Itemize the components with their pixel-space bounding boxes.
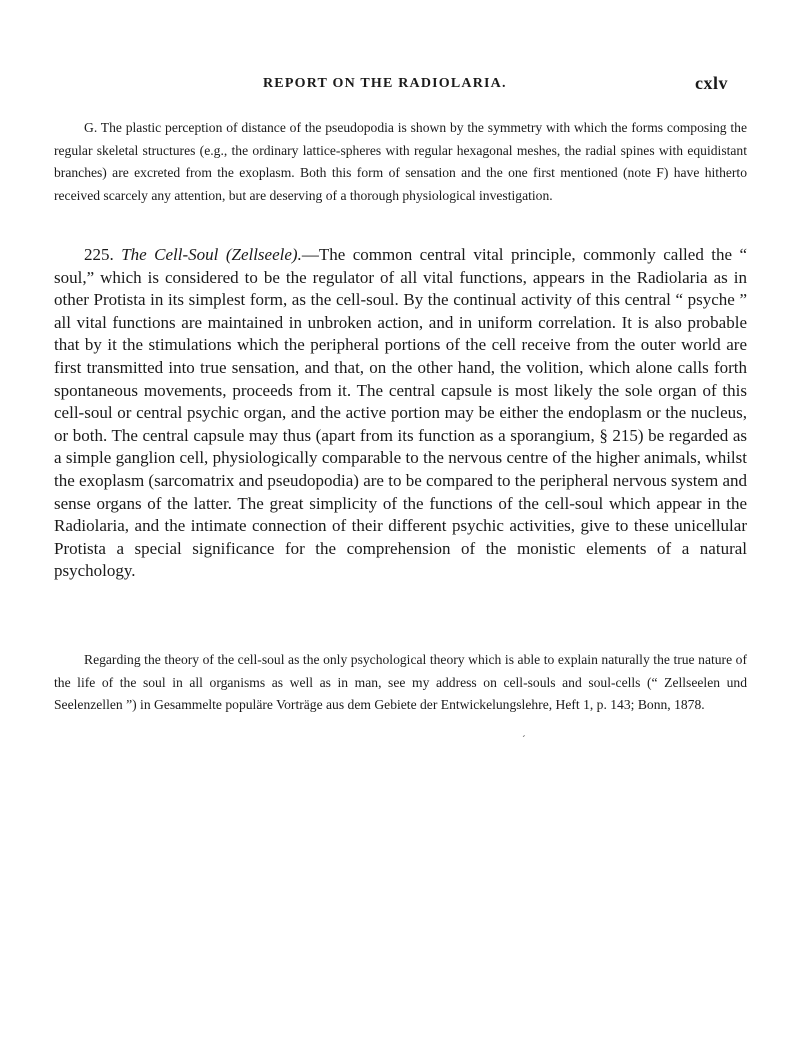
section-title: The Cell-Soul: [121, 245, 219, 264]
section-225-paragraph: [54, 244, 747, 583]
section-number: 225.: [84, 245, 114, 264]
note-g-paragraph: [54, 117, 747, 207]
note-g-text: G. The plastic perception of distance of the pseudopodia is shown by the symmetry with which the forms composing the regular skeletal structures (e.g., the ordinary lattice-spheres with regular hexagonal meshes, the radial spines with equidistant branches) are excreted from the exoplasm. Both this form of sensation and the one first mentioned (note F) have hitherto received scarcely any attention, but are deserving of a thorough physiological investigation.: [54, 120, 747, 203]
running-head: [0, 73, 800, 100]
section-body: —The common central vital principle, commonly called the “ soul,” which is considered to be the regulator of all vital functions, appears in the Radiolaria as in other Protista in its simplest form, as the cell-soul. By the continual activity of this central “ psyche ” all vital functions are maintained in unbroken action, and in uniform correlation. It is also probable that by it the stimulations which the peripheral portions of the cell receive from the outer world are first transmitted into true sensation, and that, on the other hand, the volition, which alone calls forth spontaneous movements, proceeds from it. The central capsule is most likely the sole organ of this cell-soul or central psychic organ, and the active portion may be either the endoplasm or the nucleus, or both. The central capsule may thus (apart from its function as a sporangium, § 215) be regarded as a simple ganglion cell, physiologically comparable to the nervous centre of the higher animals, whilst the exoplasm (sarcomatrix and pseudopodia) are to be compared to the peripheral nervous system and sense organs of the latter. The great simplicity of the functions of the cell-soul which appear in the Radiolaria, and the intimate connection of their different psychic activities, give to these unicellular Protista a special significance for the comprehension of the monistic elements of a natural psychology.: [54, 245, 748, 581]
footnote-text: Regarding the theory of the cell-soul as the only psychological theory which is able to explain naturally the true nature of the life of the soul in all organisms as well as in man, see my address on cell-souls and soul-cells (“ Zellseelen und Seelenzellen ”) in Gesammelte populäre Vorträge aus dem Gebiete der Entwickelungslehre, Heft 1, p. 143; Bonn, 1878.: [54, 652, 747, 713]
print-mark: ´: [522, 734, 526, 746]
footnote-paragraph: [54, 649, 747, 717]
section-title-german: (Zellseele).: [225, 245, 302, 264]
page-number: cxlv: [695, 73, 728, 93]
running-title: REPORT ON THE RADIOLARIA.: [263, 76, 507, 91]
